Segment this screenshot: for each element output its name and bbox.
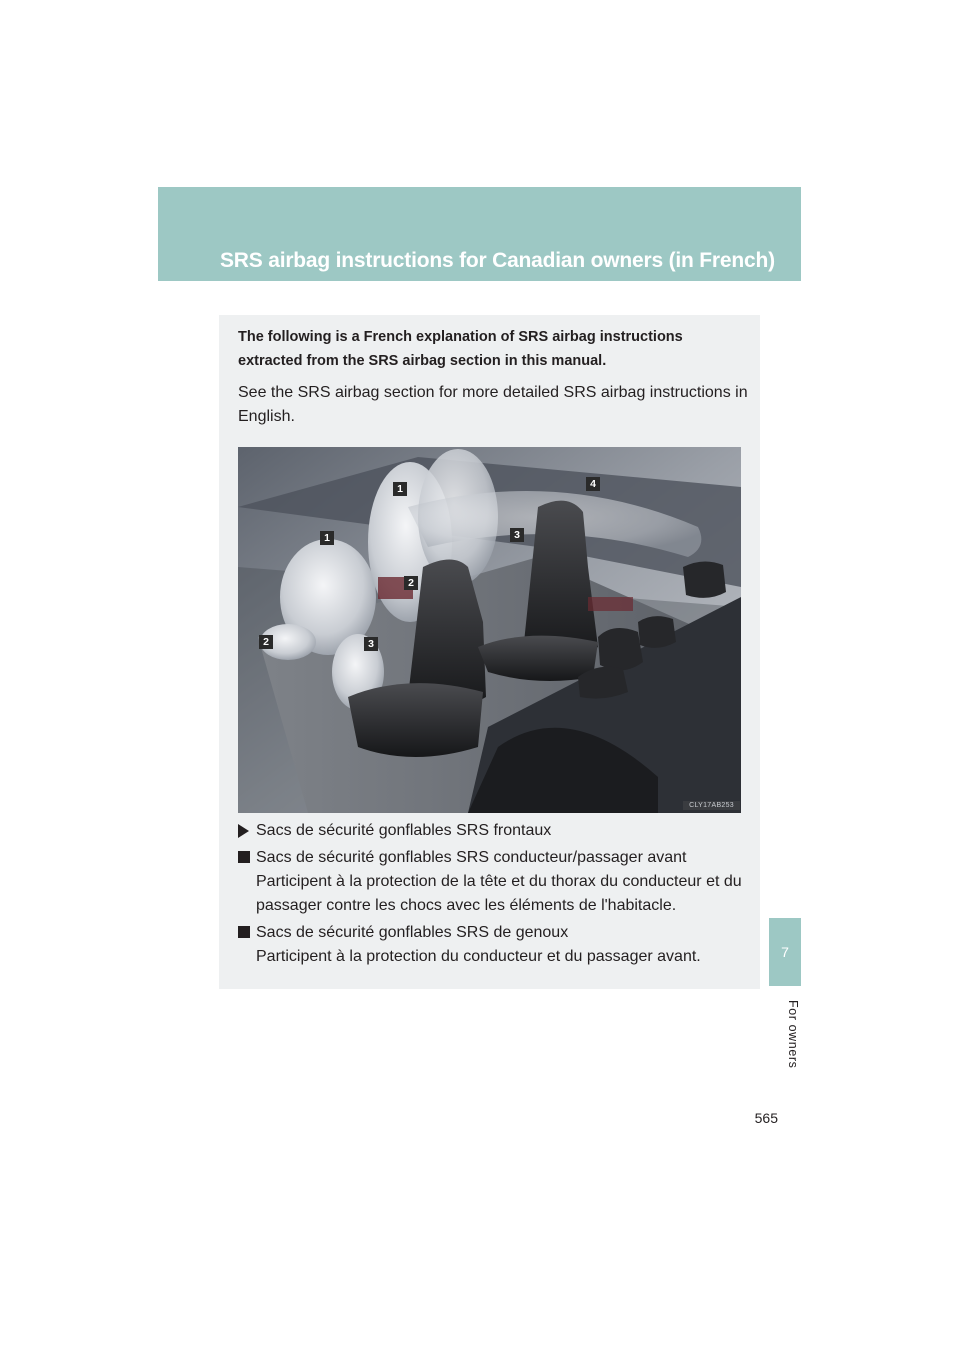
- chapter-number: 7: [781, 944, 789, 960]
- callout-3-driver: 3: [364, 637, 378, 651]
- page-title: SRS airbag instructions for Canadian owners (in French): [220, 249, 775, 272]
- chapter-tab[interactable]: [769, 918, 801, 986]
- list-heading: Sacs de sécurité gonflables SRS frontaux: [256, 822, 552, 839]
- list-item-description: Participent à la protection de la tête et du thorax du conducteur et du passager contre les chocs avec les éléments de l'habitacle.: [256, 873, 742, 914]
- callout-1-passenger: 1: [393, 482, 407, 496]
- front-seat-left-cushion: [348, 683, 483, 757]
- header-bar: [158, 187, 801, 281]
- list-item: [238, 921, 748, 969]
- list-item: [238, 846, 748, 918]
- door-wood: [588, 597, 633, 611]
- list-heading-row: [238, 819, 748, 843]
- callout-1-driver: 1: [320, 531, 334, 545]
- rear-headrest-2: [638, 616, 676, 648]
- callout-2-passenger: 2: [404, 576, 418, 590]
- callout-2-driver: 2: [259, 635, 273, 649]
- callout-4-curtain: 4: [586, 477, 600, 491]
- rear-headrest-3: [683, 561, 726, 597]
- rear-headrest-1: [598, 628, 643, 670]
- intro-normal-text: See the SRS airbag section for more detailed SRS airbag instructions in English.: [238, 384, 748, 425]
- list-item-title: Sacs de sécurité gonflables SRS de genoux: [256, 924, 569, 941]
- callout-3-passenger: 3: [510, 528, 524, 542]
- cabin-drawing: [238, 447, 741, 813]
- chapter-label: For owners: [786, 999, 800, 1069]
- airbag-illustration: [238, 447, 741, 813]
- content-panel: [219, 315, 760, 989]
- front-seat-right-cushion: [478, 636, 598, 681]
- intro-bold-text: The following is a French explanation of SRS airbag instructions extracted from the SRS airbag section in this manual.: [238, 329, 683, 369]
- list-item-description: Participent à la protection du conducteur et du passager avant.: [256, 948, 701, 965]
- square-marker-icon: [238, 926, 250, 938]
- airbag-list: [238, 819, 748, 969]
- list-item-title: Sacs de sécurité gonflables SRS conducteur/passager avant: [256, 849, 687, 866]
- triangle-bullet-icon: [238, 824, 249, 838]
- square-marker-icon: [238, 851, 250, 863]
- figure-code: CLY17AB253: [683, 801, 740, 810]
- page-number: 565: [754, 1110, 778, 1126]
